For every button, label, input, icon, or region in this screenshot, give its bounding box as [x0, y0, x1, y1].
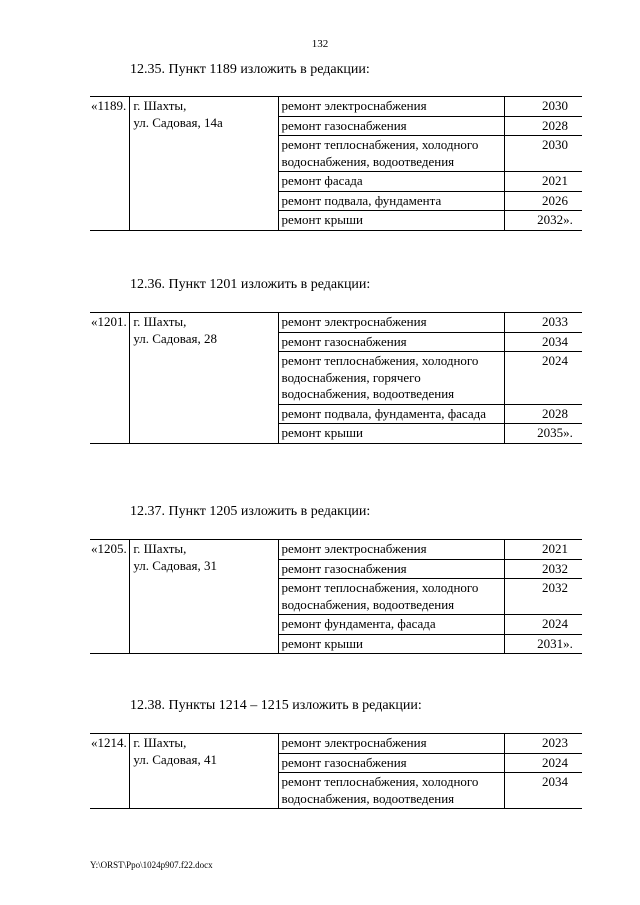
work-type: ремонт подвала, фундамента, фасада — [278, 404, 505, 424]
work-type: ремонт электроснабжения — [278, 734, 505, 754]
address-city: г. Шахты, — [133, 314, 187, 329]
table-row — [90, 734, 582, 754]
section-heading: 12.38. Пункты 1214 – 1215 изложить в редакции: — [130, 698, 422, 713]
year: 2024 — [542, 616, 568, 631]
work-type: ремонт теплоснабжения, холодного водоснабжения, водоотведения — [278, 579, 505, 615]
item-number: «1214. — [90, 734, 130, 809]
work-type: ремонт электроснабжения — [278, 97, 505, 117]
address-cell — [130, 540, 278, 654]
year: 2024 — [542, 754, 568, 770]
work-type: ремонт фундамента, фасада — [278, 615, 505, 635]
work-type: ремонт теплоснабжения, холодного водоснабжения, горячего водоснабжения, водоотведения — [278, 352, 505, 405]
table-row — [90, 97, 582, 117]
item-number: «1201. — [90, 313, 130, 444]
address-street: ул. Садовая, 28 — [133, 330, 217, 346]
address-cell — [130, 734, 278, 809]
year: 2030 — [542, 98, 568, 113]
address-city: г. Шахты, — [133, 98, 187, 113]
work-type: ремонт фасада — [278, 172, 505, 192]
page-number: 132 — [311, 38, 329, 50]
section-heading: 12.37. Пункт 1205 изложить в редакции: — [130, 504, 371, 519]
year: 2033 — [542, 314, 568, 329]
item-number: «1205. — [90, 540, 130, 654]
file-path-footer: Y:\ORST\Ppo\1024p907.f22.docx — [90, 860, 213, 870]
section-table — [90, 312, 582, 444]
year: 2030 — [542, 137, 568, 152]
address-street: ул. Садовая, 31 — [133, 557, 217, 573]
section-heading: 12.35. Пункт 1189 изложить в редакции: — [130, 62, 370, 77]
year: 2032 — [542, 580, 568, 595]
work-type: ремонт теплоснабжения, холодного водоснабжения, водоотведения — [278, 136, 505, 172]
work-type: ремонт газоснабжения — [278, 116, 505, 136]
address-cell — [130, 313, 278, 444]
year: 2023 — [542, 735, 568, 750]
item-number: «1189. — [90, 97, 130, 231]
address-street: ул. Садовая, 41 — [133, 751, 217, 767]
work-type: ремонт крыши — [278, 424, 505, 444]
table-row — [90, 313, 582, 333]
work-type: ремонт крыши — [278, 634, 505, 654]
year: 2031». — [537, 635, 573, 651]
year: 2032». — [537, 212, 573, 227]
work-type: ремонт электроснабжения — [278, 313, 505, 333]
work-type: ремонт газоснабжения — [278, 332, 505, 352]
address-cell — [130, 97, 278, 231]
address-city: г. Шахты, — [133, 735, 187, 750]
work-type: ремонт теплоснабжения, холодного водоснабжения, водоотведения — [278, 773, 505, 809]
section-table — [90, 539, 582, 654]
year: 2021 — [542, 541, 568, 556]
address-street: ул. Садовая, 14а — [133, 114, 223, 130]
work-type: ремонт крыши — [278, 211, 505, 231]
year: 2034 — [542, 333, 568, 349]
year: 2028 — [542, 117, 568, 133]
year: 2026 — [542, 192, 568, 208]
year: 2024 — [542, 353, 568, 368]
year: 2021 — [542, 173, 568, 188]
year: 2035». — [537, 425, 573, 440]
address-city: г. Шахты, — [133, 541, 187, 556]
year: 2034 — [542, 774, 568, 789]
year: 2032 — [542, 560, 568, 576]
year: 2028 — [542, 405, 568, 421]
work-type: ремонт газоснабжения — [278, 753, 505, 773]
section-table — [90, 96, 582, 231]
section-table — [90, 733, 582, 809]
work-type: ремонт газоснабжения — [278, 559, 505, 579]
section-heading: 12.36. Пункт 1201 изложить в редакции: — [130, 277, 371, 292]
work-type: ремонт электроснабжения — [278, 540, 505, 560]
work-type: ремонт подвала, фундамента — [278, 191, 505, 211]
table-row — [90, 540, 582, 560]
